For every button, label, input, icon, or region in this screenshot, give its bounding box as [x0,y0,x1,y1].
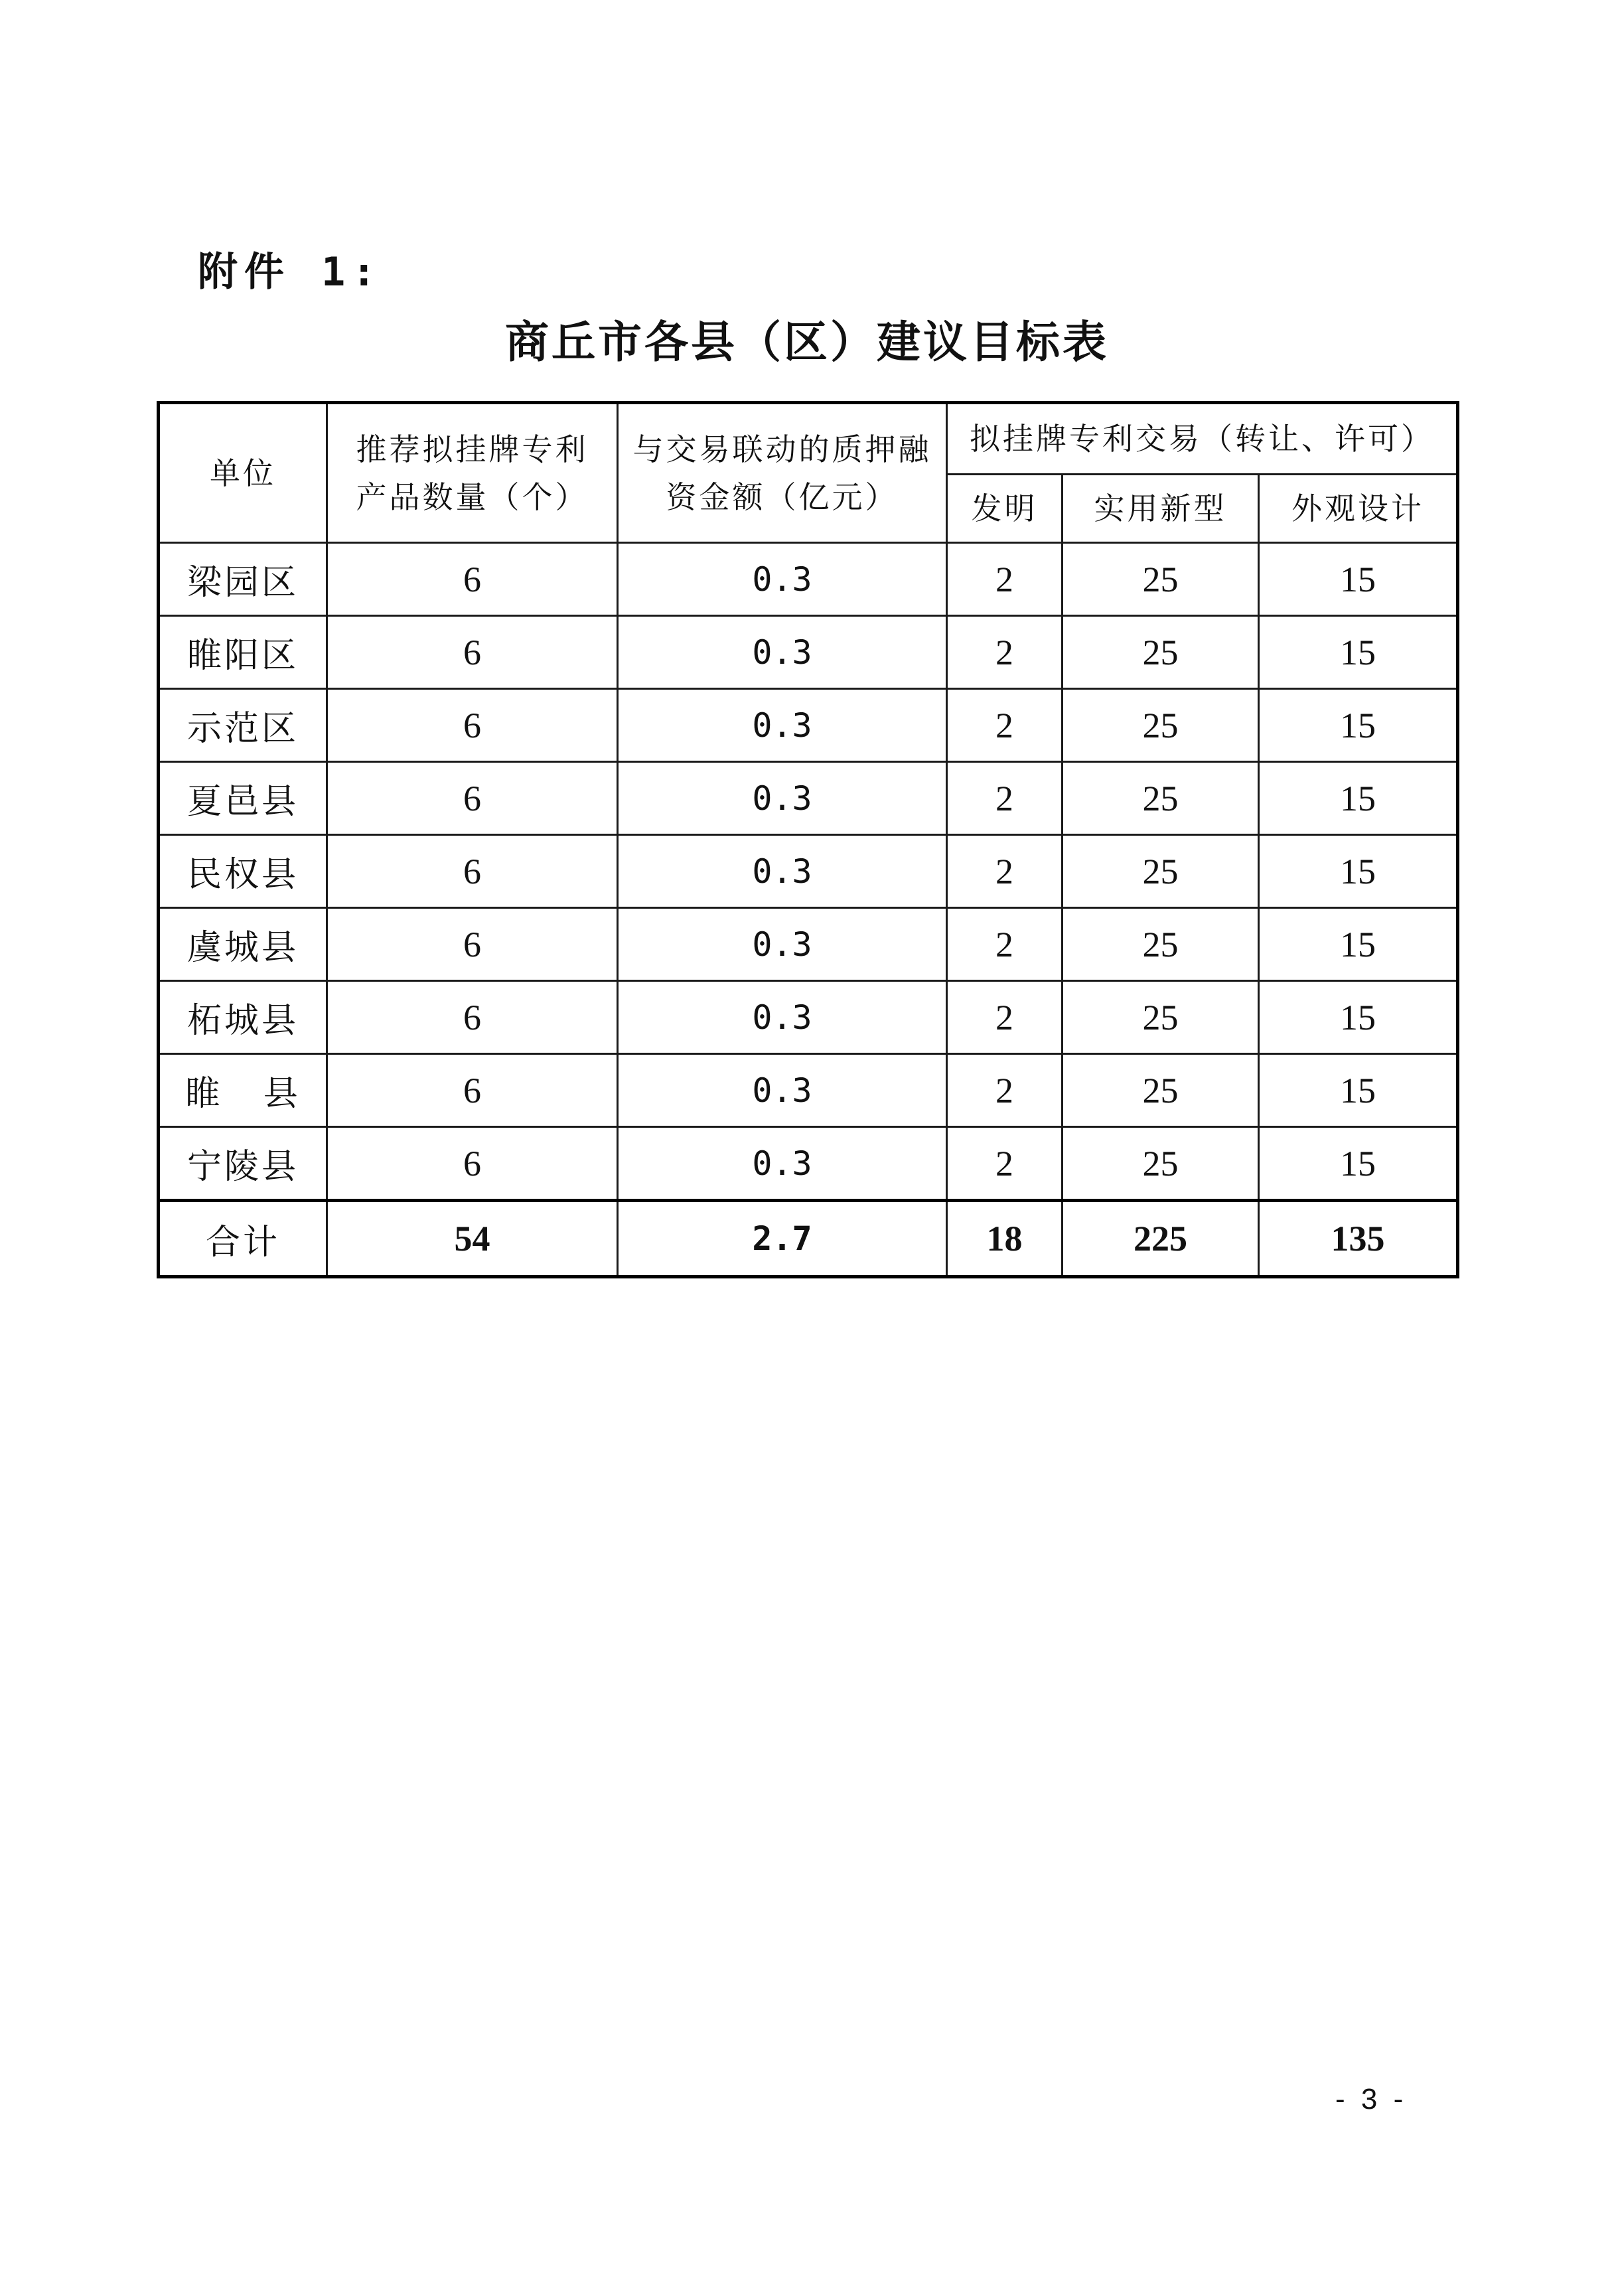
table-row [159,981,1458,1054]
header-transactions-group: 拟挂牌专利交易（转让、许可） [947,403,1458,475]
total-design: 135 [1259,1201,1458,1277]
cell-utility: 25 [1063,689,1259,762]
cell-products: 6 [327,908,618,981]
cell-design: 15 [1259,689,1458,762]
cell-utility: 25 [1063,543,1259,616]
total-products: 54 [327,1201,618,1277]
cell-unit: 夏邑县 [159,762,327,835]
table-row [159,908,1458,981]
cell-utility: 25 [1063,981,1259,1054]
cell-design: 15 [1259,981,1458,1054]
cell-financing: 0.3 [618,762,947,835]
header-design: 外观设计 [1259,475,1458,543]
cell-financing: 0.3 [618,835,947,908]
page-number: - 3 - [1335,2083,1408,2115]
cell-products: 6 [327,835,618,908]
cell-utility: 25 [1063,1127,1259,1201]
total-invention: 18 [947,1201,1063,1277]
cell-financing: 0.3 [618,543,947,616]
cell-unit: 柘城县 [159,981,327,1054]
cell-design: 15 [1259,908,1458,981]
cell-design: 15 [1259,762,1458,835]
total-utility: 225 [1063,1201,1259,1277]
cell-utility: 25 [1063,762,1259,835]
cell-invention: 2 [947,908,1063,981]
cell-products: 6 [327,689,618,762]
cell-invention: 2 [947,762,1063,835]
table-row [159,689,1458,762]
cell-financing: 0.3 [618,616,947,689]
header-invention: 发明 [947,475,1063,543]
table-row [159,835,1458,908]
cell-unit: 睢 县 [159,1054,327,1127]
header-unit: 单位 [159,403,327,543]
cell-design: 15 [1259,543,1458,616]
cell-design: 15 [1259,616,1458,689]
cell-unit: 睢阳区 [159,616,327,689]
table-row [159,616,1458,689]
cell-invention: 2 [947,981,1063,1054]
table-row [159,1127,1458,1201]
cell-utility: 25 [1063,908,1259,981]
cell-utility: 25 [1063,835,1259,908]
cell-unit: 梁园区 [159,543,327,616]
table-row [159,543,1458,616]
cell-financing: 0.3 [618,981,947,1054]
cell-invention: 2 [947,835,1063,908]
cell-financing: 0.3 [618,1054,947,1127]
cell-financing: 0.3 [618,689,947,762]
cell-products: 6 [327,616,618,689]
cell-unit: 民权县 [159,835,327,908]
cell-utility: 25 [1063,616,1259,689]
cell-invention: 2 [947,1054,1063,1127]
cell-invention: 2 [947,1127,1063,1201]
target-table [157,401,1459,1278]
cell-products: 6 [327,1054,618,1127]
cell-products: 6 [327,543,618,616]
cell-financing: 0.3 [618,908,947,981]
total-row [159,1201,1458,1277]
total-label: 合计 [159,1201,327,1277]
cell-invention: 2 [947,543,1063,616]
cell-design: 15 [1259,1127,1458,1201]
header-pledge-financing: 与交易联动的质押融资金额（亿元） [618,403,947,543]
cell-invention: 2 [947,616,1063,689]
document-title: 商丘市各县（区）建议目标表 [505,317,1109,368]
total-financing: 2.7 [618,1201,947,1277]
cell-financing: 0.3 [618,1127,947,1201]
cell-products: 6 [327,1127,618,1201]
header-utility-model: 实用新型 [1063,475,1259,543]
cell-design: 15 [1259,835,1458,908]
attachment-label: 附件 1: [198,249,383,295]
cell-utility: 25 [1063,1054,1259,1127]
cell-unit: 示范区 [159,689,327,762]
cell-unit: 虞城县 [159,908,327,981]
table-row [159,762,1458,835]
cell-invention: 2 [947,689,1063,762]
cell-design: 15 [1259,1054,1458,1127]
table-row [159,1054,1458,1127]
header-recommended-products: 推荐拟挂牌专利产品数量（个） [327,403,618,543]
cell-products: 6 [327,981,618,1054]
cell-products: 6 [327,762,618,835]
cell-unit: 宁陵县 [159,1127,327,1201]
